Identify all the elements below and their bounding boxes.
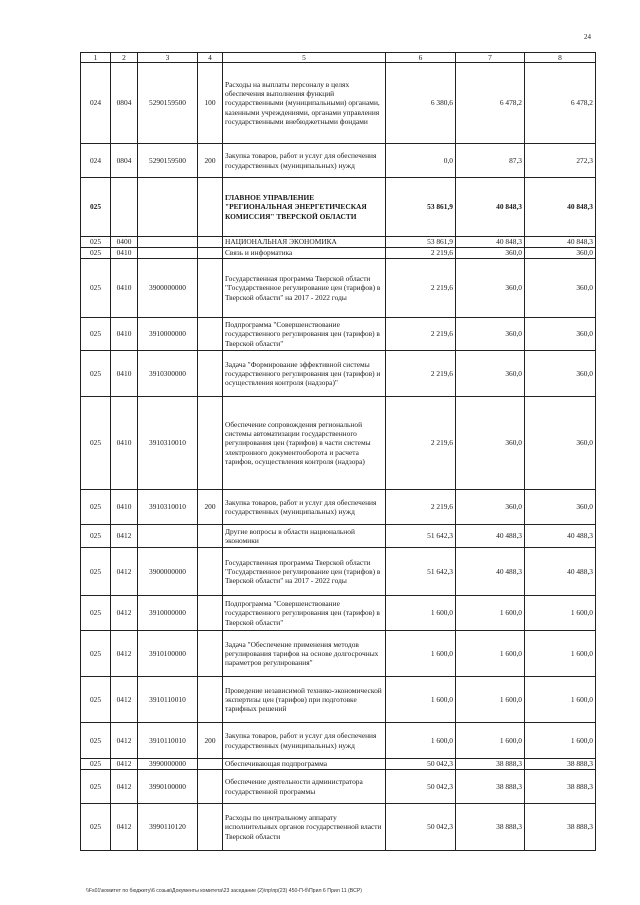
description-cell: Расходы на выплаты персоналу в целях обеспечения выполнения функций государственными (муниципальными) органами, казенными учреждениями, органами управления государственными внебюджетными фондами <box>223 63 386 144</box>
amount-cell: 6 380,6 <box>386 63 456 144</box>
code-section-cell: 0410 <box>111 259 138 318</box>
code-section-cell <box>111 178 138 237</box>
table-row <box>81 259 596 318</box>
budget-table <box>80 52 596 851</box>
table-row <box>81 397 596 490</box>
table-row <box>81 677 596 723</box>
amount-cell: 1 600,0 <box>386 723 456 759</box>
amount-cell: 1 600,0 <box>386 631 456 677</box>
table-row <box>81 351 596 397</box>
code-target-cell: 3900000000 <box>138 548 198 596</box>
table-row <box>81 248 596 259</box>
amount-cell: 38 888,3 <box>456 759 525 770</box>
amount-cell: 360,0 <box>456 318 525 351</box>
amount-cell: 1 600,0 <box>525 723 596 759</box>
code-section-cell: 0412 <box>111 723 138 759</box>
page-number: 24 <box>584 33 591 41</box>
amount-cell: 51 642,3 <box>386 548 456 596</box>
code-admin-cell: 025 <box>81 804 111 851</box>
code-target-cell: 3910300000 <box>138 351 198 397</box>
code-admin-cell: 025 <box>81 178 111 237</box>
table-row <box>81 63 596 144</box>
description-cell: Подпрограмма "Совершенствование государственного регулирования цен (тарифов) в Тверской области" <box>223 596 386 631</box>
code-section-cell: 0410 <box>111 397 138 490</box>
code-target-cell: 5290159500 <box>138 144 198 178</box>
code-target-cell: 3910100000 <box>138 631 198 677</box>
description-cell: Другие вопросы в области национальной экономики <box>223 525 386 548</box>
amount-cell: 360,0 <box>456 351 525 397</box>
table-row <box>81 548 596 596</box>
table-row <box>81 804 596 851</box>
code-admin-cell: 025 <box>81 237 111 248</box>
code-expense-type-cell <box>198 631 223 677</box>
amount-cell: 1 600,0 <box>525 677 596 723</box>
code-section-cell: 0412 <box>111 596 138 631</box>
amount-cell: 360,0 <box>525 490 596 525</box>
amount-cell: 50 042,3 <box>386 759 456 770</box>
code-section-cell: 0400 <box>111 237 138 248</box>
code-admin-cell: 025 <box>81 631 111 677</box>
amount-cell: 0,0 <box>386 144 456 178</box>
amount-cell: 50 042,3 <box>386 770 456 804</box>
code-admin-cell: 025 <box>81 548 111 596</box>
amount-cell: 38 888,3 <box>525 804 596 851</box>
amount-cell: 40 488,3 <box>456 525 525 548</box>
table-header-row <box>81 53 596 63</box>
description-cell: Обеспечивающая подпрограмма <box>223 759 386 770</box>
code-expense-type-cell <box>198 548 223 596</box>
code-expense-type-cell <box>198 525 223 548</box>
amount-cell: 40 848,3 <box>456 178 525 237</box>
code-target-cell: 3910000000 <box>138 318 198 351</box>
amount-cell: 1 600,0 <box>525 631 596 677</box>
description-cell: Проведение независимой технико-экономической экспертизы цен (тарифов) при подготовке тарифных решений <box>223 677 386 723</box>
code-admin-cell: 024 <box>81 63 111 144</box>
amount-cell: 38 888,3 <box>525 759 596 770</box>
table-row <box>81 770 596 804</box>
amount-cell: 1 600,0 <box>386 596 456 631</box>
code-target-cell: 3990100000 <box>138 770 198 804</box>
code-expense-type-cell: 200 <box>198 723 223 759</box>
code-target-cell: 3990110120 <box>138 804 198 851</box>
amount-cell: 6 478,2 <box>525 63 596 144</box>
code-target-cell <box>138 525 198 548</box>
code-expense-type-cell: 200 <box>198 144 223 178</box>
amount-cell: 360,0 <box>456 248 525 259</box>
amount-cell: 2 219,6 <box>386 248 456 259</box>
table-row <box>81 318 596 351</box>
amount-cell: 38 888,3 <box>525 770 596 804</box>
amount-cell: 360,0 <box>456 490 525 525</box>
code-expense-type-cell: 200 <box>198 490 223 525</box>
description-cell: Государственная программа Тверской области "Государственное регулирование цен (тарифов) в Тверской области" на 2017 - 2022 годы <box>223 548 386 596</box>
amount-cell: 1 600,0 <box>456 723 525 759</box>
code-section-cell: 0410 <box>111 248 138 259</box>
code-target-cell: 3910110010 <box>138 723 198 759</box>
column-header: 5 <box>223 53 386 63</box>
column-header: 4 <box>198 53 223 63</box>
table-row <box>81 759 596 770</box>
description-cell: Закупка товаров, работ и услуг для обеспечения государственных (муниципальных) нужд <box>223 490 386 525</box>
table-row <box>81 144 596 178</box>
code-section-cell: 0412 <box>111 770 138 804</box>
code-expense-type-cell <box>198 804 223 851</box>
column-header: 6 <box>386 53 456 63</box>
amount-cell: 1 600,0 <box>525 596 596 631</box>
code-admin-cell: 025 <box>81 318 111 351</box>
description-cell: Подпрограмма "Совершенствование государственного регулирования цен (тарифов) в Тверской области" <box>223 318 386 351</box>
code-section-cell: 0412 <box>111 525 138 548</box>
code-section-cell: 0412 <box>111 631 138 677</box>
description-cell: НАЦИОНАЛЬНАЯ ЭКОНОМИКА <box>223 237 386 248</box>
code-admin-cell: 025 <box>81 351 111 397</box>
code-target-cell: 3910310010 <box>138 397 198 490</box>
code-section-cell: 0410 <box>111 351 138 397</box>
code-target-cell: 3910310010 <box>138 490 198 525</box>
amount-cell: 40 848,3 <box>456 237 525 248</box>
code-admin-cell: 024 <box>81 144 111 178</box>
code-target-cell <box>138 237 198 248</box>
amount-cell: 40 488,3 <box>456 548 525 596</box>
amount-cell: 272,3 <box>525 144 596 178</box>
code-admin-cell: 025 <box>81 525 111 548</box>
amount-cell: 40 848,3 <box>525 178 596 237</box>
amount-cell: 2 219,6 <box>386 259 456 318</box>
description-cell: Связь и информатика <box>223 248 386 259</box>
amount-cell: 360,0 <box>525 259 596 318</box>
code-expense-type-cell <box>198 596 223 631</box>
amount-cell: 1 600,0 <box>386 677 456 723</box>
code-target-cell: 3910110010 <box>138 677 198 723</box>
table-row <box>81 490 596 525</box>
code-admin-cell: 025 <box>81 490 111 525</box>
amount-cell: 87,3 <box>456 144 525 178</box>
table-row <box>81 631 596 677</box>
amount-cell: 1 600,0 <box>456 677 525 723</box>
column-header: 3 <box>138 53 198 63</box>
footer-file-path: \\Fs01\комитет по бюджету\6 созыв\Документы комитета\23 заседание (2)\пр\пр(23) 450-П-б\Прил 6 Прил 11 (ВСР) <box>86 888 363 894</box>
column-header: 7 <box>456 53 525 63</box>
amount-cell: 51 642,3 <box>386 525 456 548</box>
amount-cell: 40 848,3 <box>525 237 596 248</box>
amount-cell: 2 219,6 <box>386 397 456 490</box>
description-cell: Закупка товаров, работ и услуг для обеспечения государственных (муниципальных) нужд <box>223 723 386 759</box>
amount-cell: 360,0 <box>525 351 596 397</box>
code-section-cell: 0410 <box>111 318 138 351</box>
code-expense-type-cell <box>198 248 223 259</box>
code-admin-cell: 025 <box>81 259 111 318</box>
column-header: 2 <box>111 53 138 63</box>
code-expense-type-cell <box>198 237 223 248</box>
code-admin-cell: 025 <box>81 596 111 631</box>
amount-cell: 53 861,9 <box>386 178 456 237</box>
code-target-cell: 3900000000 <box>138 259 198 318</box>
table-row <box>81 525 596 548</box>
amount-cell: 6 478,2 <box>456 63 525 144</box>
table-row <box>81 178 596 237</box>
amount-cell: 2 219,6 <box>386 490 456 525</box>
code-target-cell: 5290159500 <box>138 63 198 144</box>
code-target-cell <box>138 248 198 259</box>
code-admin-cell: 025 <box>81 248 111 259</box>
description-cell: Задача "Формирование эффективной системы государственного регулирования цен (тарифов) и осуществления контроля (надзора)" <box>223 351 386 397</box>
amount-cell: 53 861,9 <box>386 237 456 248</box>
code-expense-type-cell <box>198 259 223 318</box>
code-expense-type-cell <box>198 677 223 723</box>
description-cell: Обеспечение сопровождения региональной системы автоматизации государственного регулирования цен (тарифов) в части системы электронного документооборота и расчета тарифов, осуществления контроля (надзора) <box>223 397 386 490</box>
code-admin-cell: 025 <box>81 759 111 770</box>
amount-cell: 360,0 <box>456 397 525 490</box>
code-section-cell: 0412 <box>111 804 138 851</box>
amount-cell: 360,0 <box>525 397 596 490</box>
code-target-cell: 3910000000 <box>138 596 198 631</box>
code-section-cell: 0412 <box>111 677 138 723</box>
code-expense-type-cell <box>198 397 223 490</box>
amount-cell: 2 219,6 <box>386 351 456 397</box>
description-cell: Расходы по центральному аппарату исполнительных органов государственной власти Тверской области <box>223 804 386 851</box>
code-expense-type-cell <box>198 318 223 351</box>
code-admin-cell: 025 <box>81 677 111 723</box>
code-expense-type-cell <box>198 759 223 770</box>
code-admin-cell: 025 <box>81 770 111 804</box>
description-cell: Государственная программа Тверской области "Государственное регулирование цен (тарифов) в Тверской области" на 2017 - 2022 годы <box>223 259 386 318</box>
amount-cell: 360,0 <box>525 318 596 351</box>
amount-cell: 1 600,0 <box>456 631 525 677</box>
code-section-cell: 0412 <box>111 759 138 770</box>
amount-cell: 2 219,6 <box>386 318 456 351</box>
amount-cell: 360,0 <box>456 259 525 318</box>
description-cell: Обеспечение деятельности администратора государственной программы <box>223 770 386 804</box>
code-section-cell: 0410 <box>111 490 138 525</box>
amount-cell: 360,0 <box>525 248 596 259</box>
table-row <box>81 723 596 759</box>
description-cell: ГЛАВНОЕ УПРАВЛЕНИЕ "РЕГИОНАЛЬНАЯ ЭНЕРГЕТИЧЕСКАЯ КОМИССИЯ" ТВЕРСКОЙ ОБЛАСТИ <box>223 178 386 237</box>
code-admin-cell: 025 <box>81 723 111 759</box>
code-section-cell: 0804 <box>111 144 138 178</box>
amount-cell: 40 488,3 <box>525 525 596 548</box>
amount-cell: 38 888,3 <box>456 804 525 851</box>
code-section-cell: 0412 <box>111 548 138 596</box>
table-row <box>81 237 596 248</box>
amount-cell: 40 488,3 <box>525 548 596 596</box>
amount-cell: 38 888,3 <box>456 770 525 804</box>
code-expense-type-cell <box>198 351 223 397</box>
code-admin-cell: 025 <box>81 397 111 490</box>
code-section-cell: 0804 <box>111 63 138 144</box>
description-cell: Задача "Обеспечение применения методов регулирования тарифов на основе долгосрочных параметров регулирования" <box>223 631 386 677</box>
column-header: 8 <box>525 53 596 63</box>
code-target-cell: 3990000000 <box>138 759 198 770</box>
table-row <box>81 596 596 631</box>
amount-cell: 50 042,3 <box>386 804 456 851</box>
description-cell: Закупка товаров, работ и услуг для обеспечения государственных (муниципальных) нужд <box>223 144 386 178</box>
code-target-cell <box>138 178 198 237</box>
column-header: 1 <box>81 53 111 63</box>
code-expense-type-cell <box>198 770 223 804</box>
amount-cell: 1 600,0 <box>456 596 525 631</box>
code-expense-type-cell: 100 <box>198 63 223 144</box>
code-expense-type-cell <box>198 178 223 237</box>
